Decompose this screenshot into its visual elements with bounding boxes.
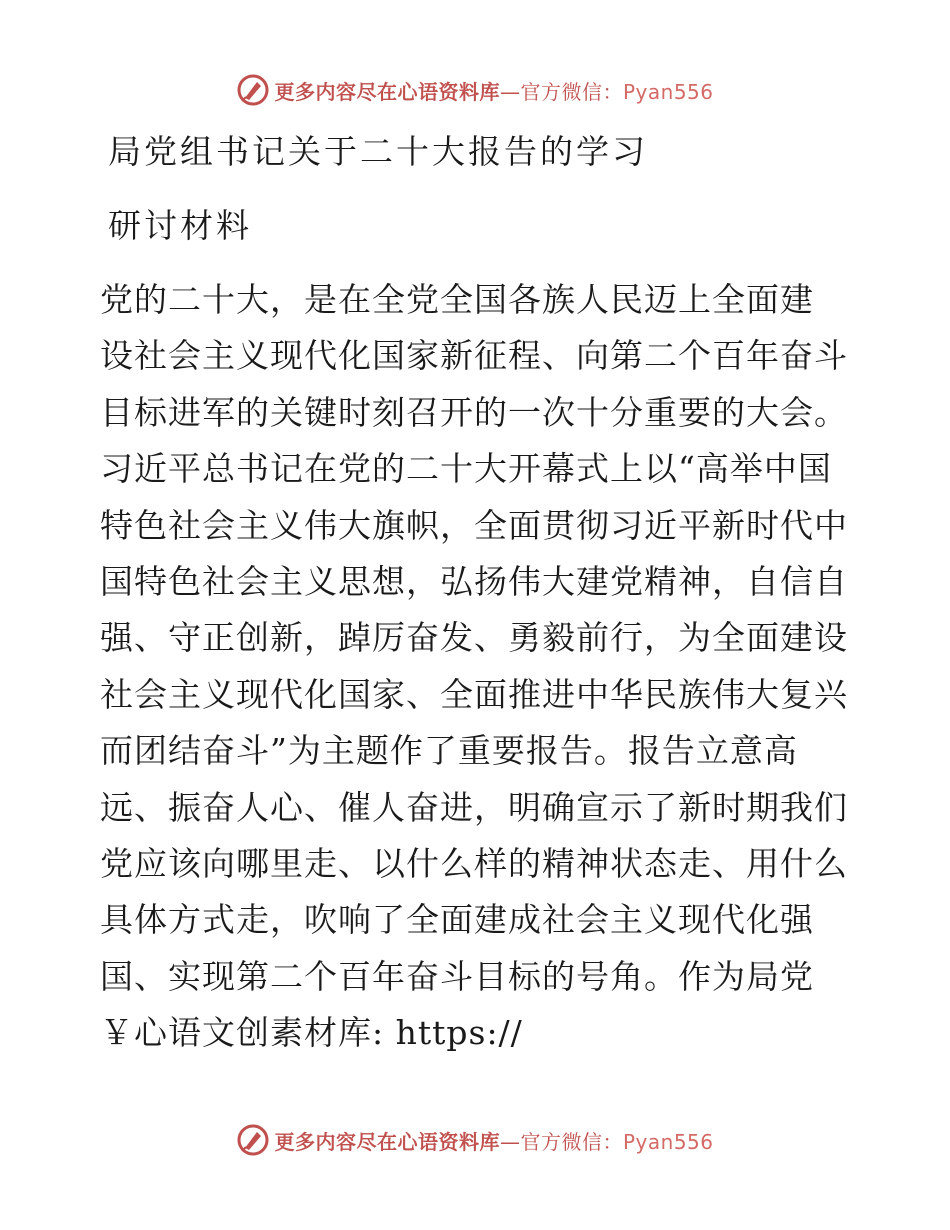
body-line: 设社会主义现代化国家新征程、向第二个百年奋斗 [100, 336, 848, 376]
watermark-text [274, 1126, 713, 1155]
body-line: 具体方式走，吹响了全面建成社会主义现代化强 [100, 900, 814, 940]
watermark-label: 官方微信： [520, 1129, 623, 1154]
document-body [100, 272, 860, 1061]
body-line: 习近平总书记在党的二十大开幕式上以“高举中国 [100, 449, 832, 489]
body-line: 党的二十大，是在全党全国各族人民迈上全面建 [100, 280, 814, 319]
body-line: 远、振奋人心、催人奋进，明确宣示了新时期我们 [100, 787, 848, 827]
watermark-text [274, 76, 713, 105]
watermark-separator: — [499, 79, 521, 104]
body-line: 社会主义现代化国家、全面推进中华民族伟大复兴 [100, 674, 848, 714]
body-line-source: ￥心语文创素材库: https:// [100, 1013, 523, 1053]
pen-circle-logo-icon [236, 1123, 270, 1157]
body-line: 目标进军的关键时刻召开的一次十分重要的大会。 [100, 392, 848, 432]
body-line: 而团结奋斗”为主题作了重要报告。报告立意高 [100, 731, 798, 771]
document-subtitle: 研讨材料 [108, 206, 252, 245]
body-line: 国、实现第二个百年奋斗目标的号角。作为局党 [100, 956, 814, 996]
document-title: 局党组书记关于二十大报告的学习 [108, 132, 648, 171]
body-line: 特色社会主义伟大旗帜，全面贯彻习近平新时代中 [100, 505, 848, 545]
watermark-wechat-id: Pyan556 [622, 79, 714, 104]
watermark-separator: — [499, 1129, 521, 1154]
watermark-label: 官方微信： [520, 79, 623, 104]
body-line: 强、守正创新，踔厉奋发、勇毅前行，为全面建设 [100, 618, 848, 658]
header-watermark [0, 70, 950, 110]
pen-circle-logo-icon [236, 73, 270, 107]
body-line: 国特色社会主义思想，弘扬伟大建党精神，自信自 [100, 561, 848, 601]
watermark-wechat-id: Pyan556 [622, 1129, 714, 1154]
body-line: 党应该向哪里走、以什么样的精神状态走、用什么 [100, 843, 848, 883]
footer-watermark [0, 1120, 950, 1160]
watermark-main: 更多内容尽在心语资料库 [274, 1129, 500, 1154]
watermark-main: 更多内容尽在心语资料库 [274, 79, 500, 104]
